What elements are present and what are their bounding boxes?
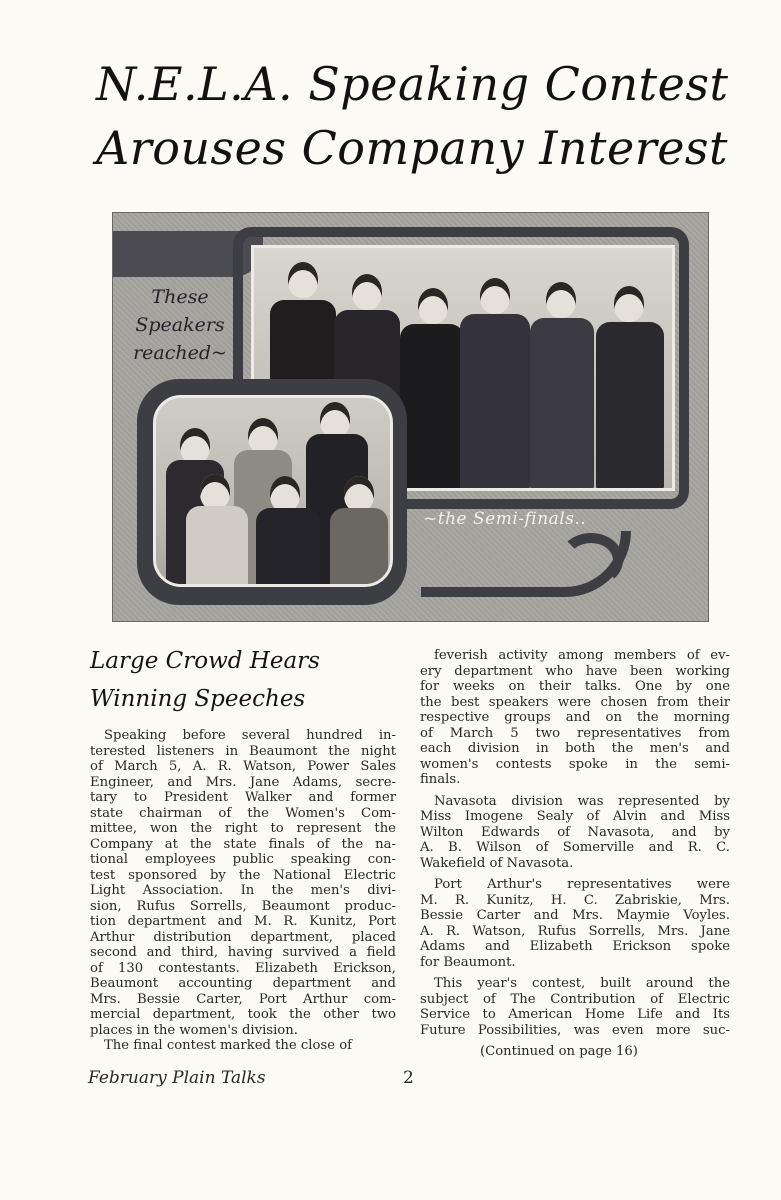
text-line: Port Arthur's representatives were bbox=[434, 877, 730, 892]
text-line: of 130 contestants. Elizabeth Erickson, bbox=[90, 960, 396, 976]
photo-caption-top: These Speakers reached~ bbox=[133, 286, 227, 364]
text-line: This year's contest, built around the bbox=[434, 976, 730, 991]
text-line: women's contests spoke in the semi- bbox=[420, 756, 730, 772]
text-line: ery department who have been working bbox=[420, 663, 730, 679]
text-line: Engineer, and Mrs. Jane Adams, secre- bbox=[90, 774, 396, 790]
text-line: A. B. Wilson of Somerville and R. C. bbox=[420, 840, 730, 855]
text-line: Wilton Edwards of Navasota, and by bbox=[420, 824, 730, 840]
text-line: Bessie Carter and Mrs. Maymie Voyles. bbox=[420, 908, 730, 923]
article-title bbox=[96, 52, 736, 180]
text-line: of March 5 two representatives from bbox=[420, 725, 730, 741]
page-number: 2 bbox=[403, 1068, 414, 1088]
text-line: A. R. Watson, Rufus Sorrells, Mrs. Jane bbox=[420, 923, 730, 939]
text-line: Mrs. Bessie Carter, Port Arthur com- bbox=[90, 991, 396, 1007]
continued-note: (Continued on page 16) bbox=[480, 1044, 638, 1059]
text-line: respective groups and on the morning bbox=[420, 710, 730, 725]
text-line: state chairman of the Women's Com- bbox=[90, 805, 396, 821]
text-line: for Beaumont. bbox=[420, 954, 516, 970]
photo-caption-bottom: ~the Semi-finals.. bbox=[423, 509, 587, 529]
text-line: Arthur distribution department, placed bbox=[90, 929, 396, 945]
title-line-1: N.E.L.A. Speaking Contest bbox=[96, 57, 729, 111]
text-line: Company at the state finals of the na- bbox=[90, 836, 396, 852]
text-line: of March 5, A. R. Watson, Power Sales bbox=[90, 759, 396, 774]
text-line: test sponsored by the National Electric bbox=[90, 867, 396, 883]
text-line: The final contest marked the close of bbox=[104, 1038, 353, 1053]
text-line: finals. bbox=[420, 772, 461, 787]
text-line: Light Association. In the men's divi- bbox=[90, 883, 396, 898]
text-line: sion, Rufus Sorrells, Beaumont produc- bbox=[90, 898, 396, 914]
text-line: Speaking before several hundred in- bbox=[104, 728, 396, 743]
text-line: tional employees public speaking con- bbox=[90, 852, 396, 867]
text-line: the best speakers were chosen from their bbox=[420, 694, 730, 710]
text-line: feverish activity among members of ev- bbox=[434, 648, 730, 663]
photo-collage bbox=[112, 212, 709, 622]
text-line: Adams and Elizabeth Erickson spoke bbox=[420, 939, 730, 954]
text-line: Service to American Home Life and Its bbox=[420, 1007, 730, 1022]
text-line: M. R. Kunitz, H. C. Zabriskie, Mrs. bbox=[420, 892, 730, 908]
text-line: Wakefield of Navasota. bbox=[420, 855, 574, 871]
publication-name: February Plain Talks bbox=[88, 1068, 266, 1088]
text-line: mittee, won the right to represent the bbox=[90, 821, 396, 836]
article-right-column bbox=[420, 648, 730, 1038]
text-line: Beaumont accounting department and bbox=[90, 976, 396, 991]
text-line: subject of The Contribution of Electric bbox=[420, 991, 730, 1007]
text-line: tary to President Walker and former bbox=[90, 790, 396, 805]
text-line: Miss Imogene Sealy of Alvin and Miss bbox=[420, 809, 730, 824]
men-semi-finalists-photo bbox=[153, 395, 393, 587]
text-line: places in the women's division. bbox=[90, 1022, 298, 1038]
text-line: second and third, having survived a field bbox=[90, 945, 396, 960]
text-line: for weeks on their talks. One by one bbox=[420, 679, 730, 694]
text-line: mercial department, took the other two bbox=[90, 1007, 396, 1022]
text-line: tion department and M. R. Kunitz, Port bbox=[90, 914, 396, 929]
text-line: terested listeners in Beaumont the night bbox=[90, 743, 396, 759]
title-line-2: Arouses Company Interest bbox=[96, 121, 729, 175]
text-line: Navasota division was represented by bbox=[434, 793, 730, 809]
text-line: each division in both the men's and bbox=[420, 741, 730, 756]
article-subhead: Large Crowd Hears Winning Speeches bbox=[90, 648, 320, 712]
article-left-column bbox=[90, 728, 396, 1054]
decorative-swirl-curl bbox=[559, 533, 623, 587]
text-line: Future Possibilities, was even more suc- bbox=[420, 1022, 730, 1038]
